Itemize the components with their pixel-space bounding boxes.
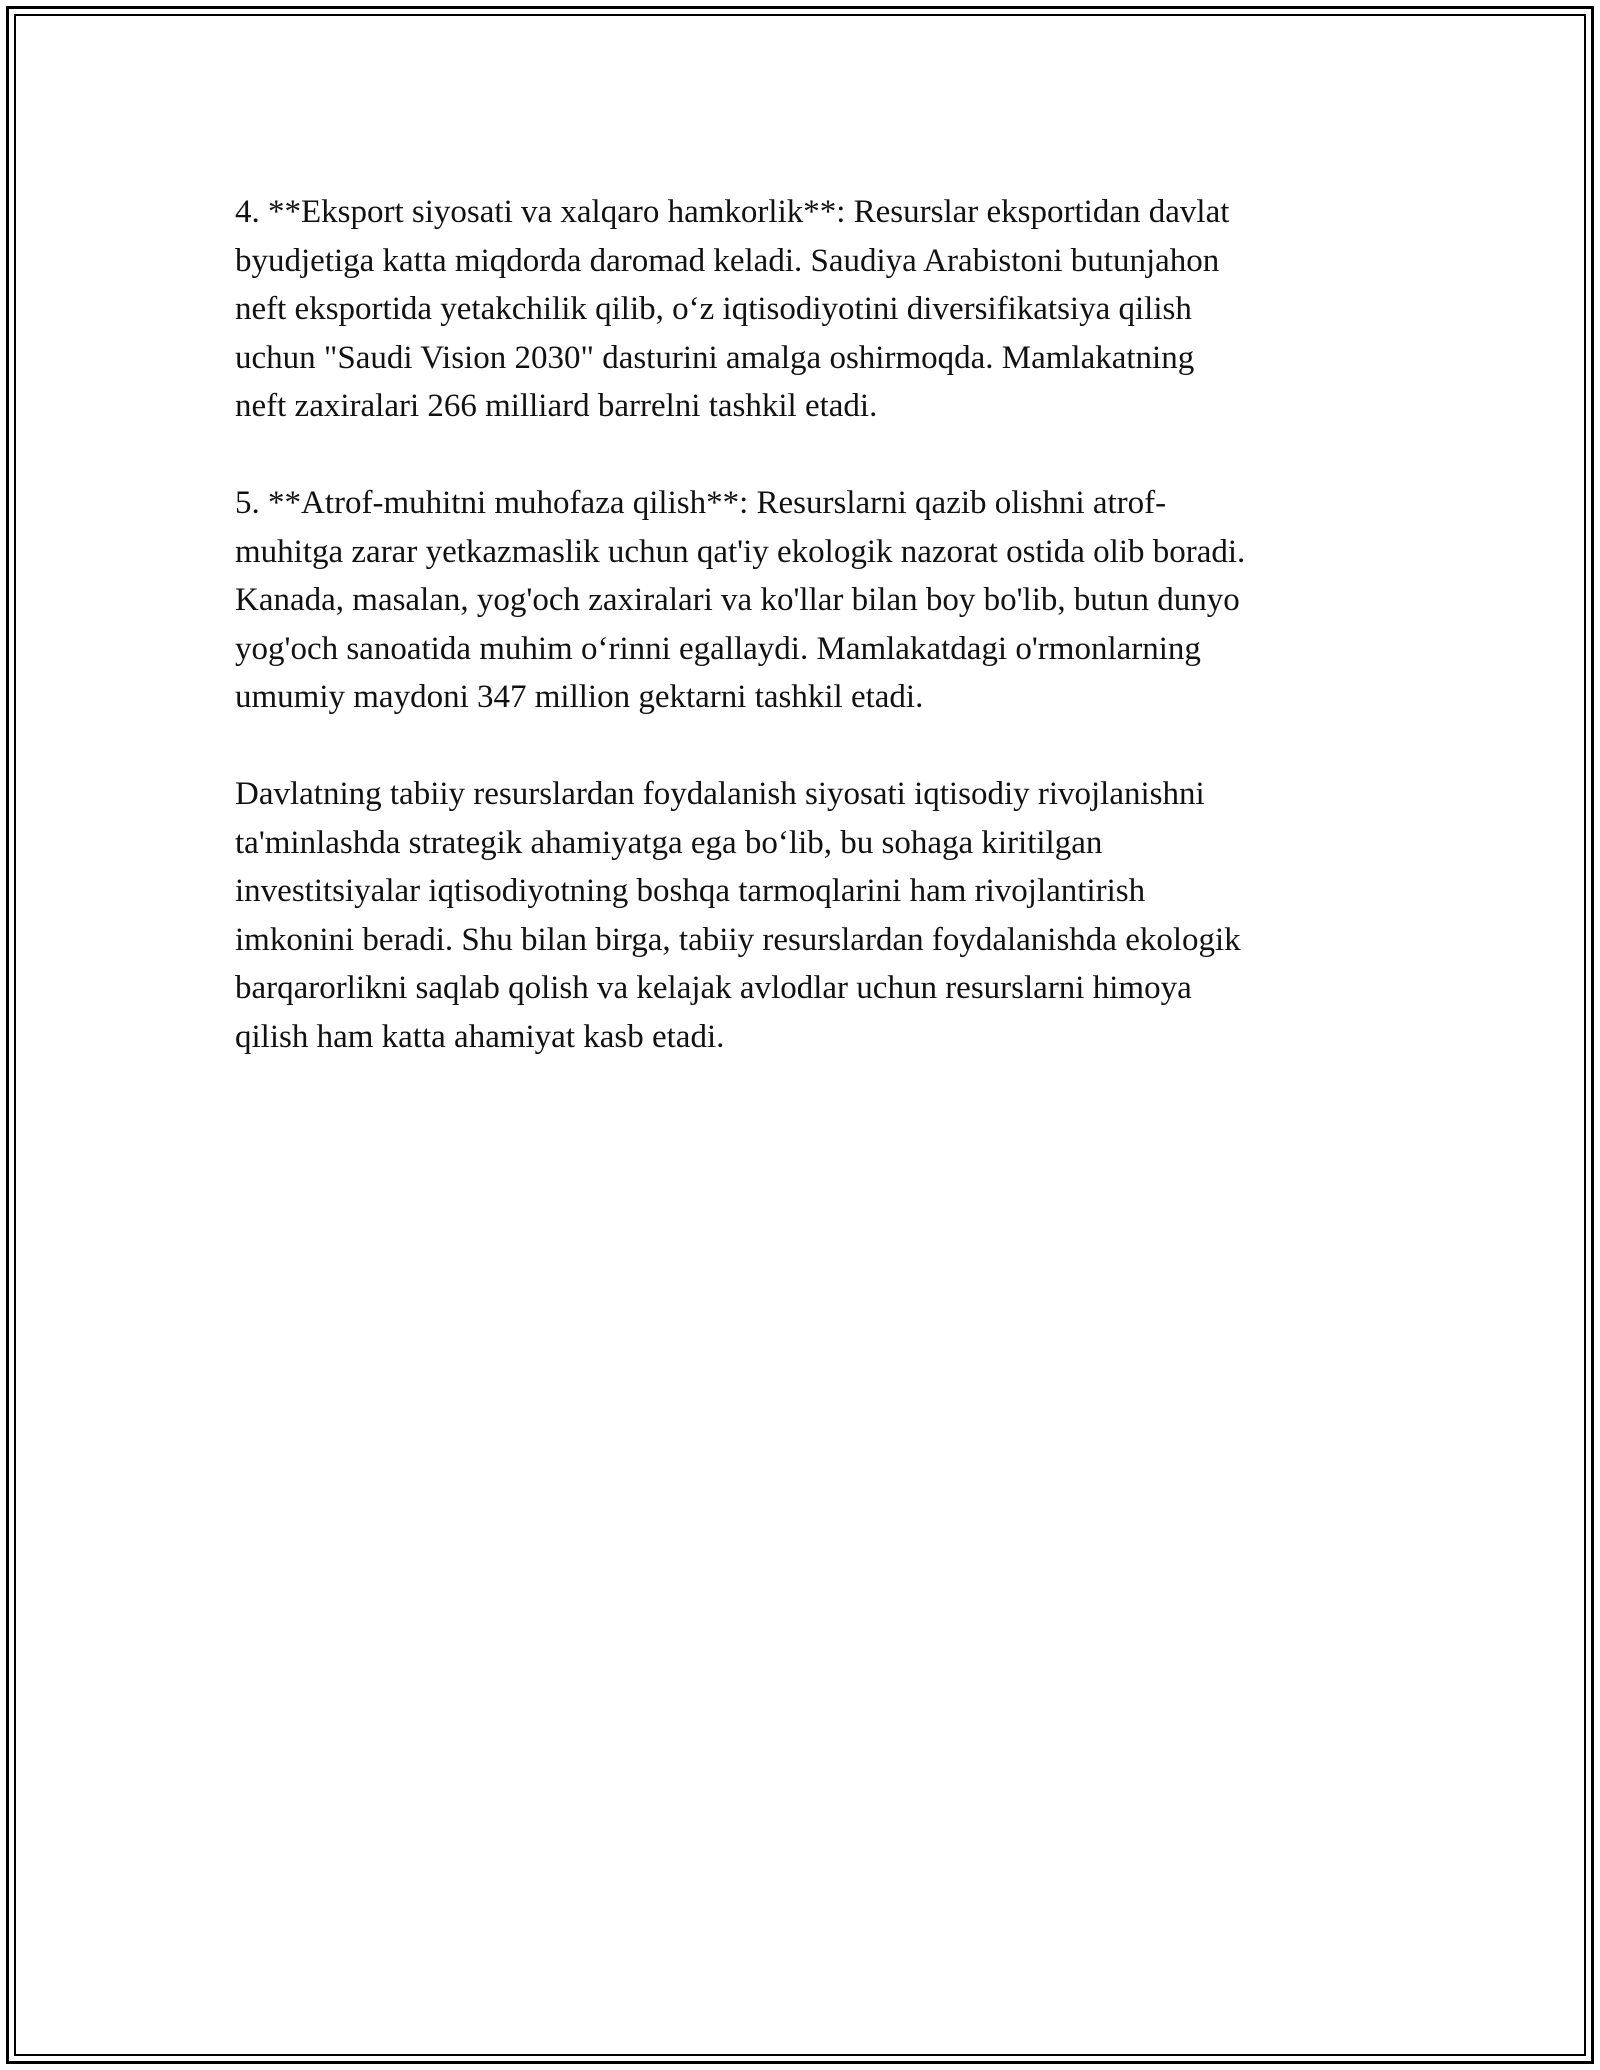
document-body [235, 188, 1370, 1110]
paragraph-export-policy: 4. **Eksport siyosati va xalqaro hamkorlik**: Resurslar eksportidan davlat byudjetiga katta miqdorda daromad keladi. Saudiya Arabistoni butunjahon neft eksportida yetakchilik qilib, o‘z iqtisodiyotini diversifikatsiya qilish uchun "Saudi Vision 2030" dasturini amalga oshirmoqda. Mamlakatning neft zaxiralari 266 milliard barrelni tashkil etadi. [235, 194, 1230, 424]
paragraph-conclusion: Davlatning tabiiy resurslardan foydalanish siyosati iqtisodiy rivojlanishni ta'minlashda strategik ahamiyatga ega bo‘lib, bu sohaga kiritilgan investitsiyalar iqtisodiyotning boshqa tarmoqlarini ham rivojlantirish imkonini beradi. Shu bilan birga, tabiiy resurslardan foydalanishda ekologik barqarorlikni saqlab qolish va kelajak avlodlar uchun resurslarni himoya qilish ham katta ahamiyat kasb etadi. [235, 776, 1241, 1055]
paragraph-environment-protection: 5. **Atrof-muhitni muhofaza qilish**: Resurslarni qazib olishni atrof- muhitga zarar yetkazmaslik uchun qat'iy ekologik nazorat ostida olib boradi. Kanada, masalan, yog'och zaxiralari va ko'llar bilan boy bo'lib, butun dunyo yog'och sanoatida muhim o‘rinni egallaydi. Mamlakatdagi o'rmonlarning umumiy maydoni 347 million gektarni tashkil etadi. [235, 485, 1246, 715]
